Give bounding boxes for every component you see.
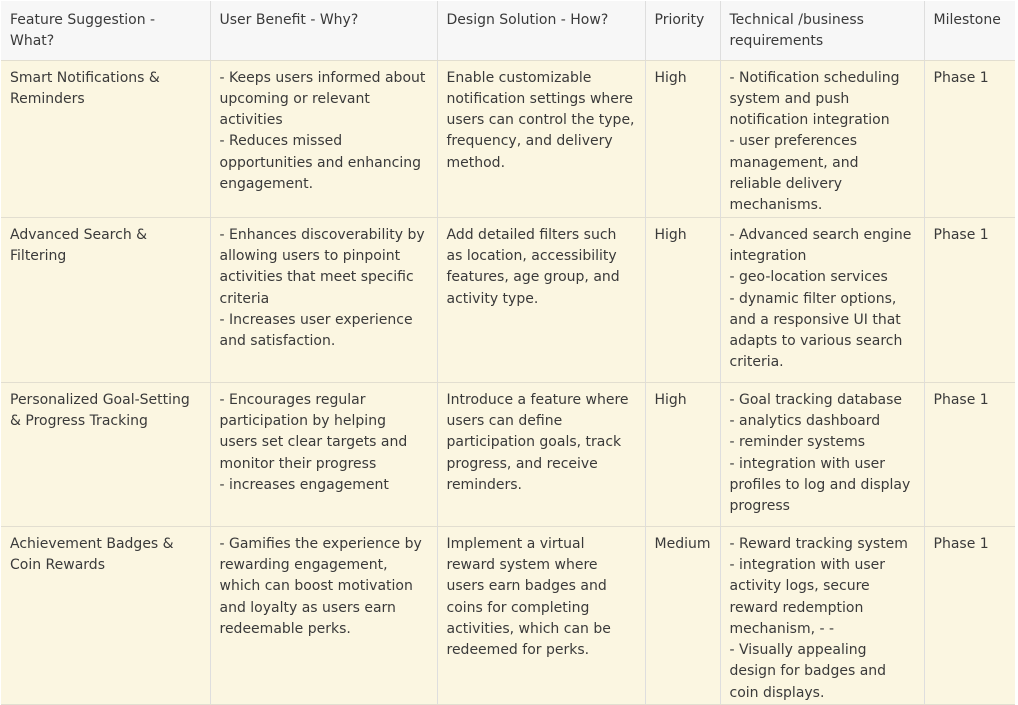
table-row <box>1 60 1015 217</box>
benefit-line: - Increases user experience and satisfaction. <box>219 311 418 350</box>
feature-cell: Advanced Search & Filtering <box>1 217 210 382</box>
requirement-line: - geo-location services <box>729 269 888 286</box>
requirement-line: - Visually appealing design for badges and coin displays. <box>729 642 891 701</box>
requirement-line: - Reward tracking system <box>729 535 908 552</box>
priority-cell: High <box>645 217 720 382</box>
milestone-cell: Phase 1 <box>924 217 1015 382</box>
design-cell: Introduce a feature where users can define participation goals, track progress, and receive reminders. <box>437 382 645 526</box>
requirement-line: - analytics dashboard <box>729 412 881 429</box>
feature-cell: Achievement Badges & Coin Rewards <box>1 526 210 704</box>
benefit-cell <box>210 382 437 526</box>
priority-cell: Medium <box>645 526 720 704</box>
requirement-line: - Notification scheduling system and push notification integration <box>729 69 905 129</box>
priority-cell: High <box>645 60 720 217</box>
feature-cell: Personalized Goal-Setting & Progress Tracking <box>1 382 210 526</box>
benefit-cell <box>210 60 437 217</box>
requirement-line: - Advanced search engine integration <box>729 226 916 264</box>
requirement-line: - integration with user activity logs, secure reward redemption mechanism, - - <box>729 556 890 637</box>
milestone-cell: Phase 1 <box>924 382 1015 526</box>
benefit-line: - Gamifies the experience by rewarding engagement, which can boost motivation and loyalty as users earn redeemable perks. <box>219 535 427 637</box>
benefit-line: - Reduces missed opportunities and enhancing engagement. <box>219 133 426 193</box>
header-priority: Priority <box>645 1 720 60</box>
requirements-cell <box>720 382 924 526</box>
table-row <box>1 217 1015 382</box>
benefit-cell <box>210 217 437 382</box>
design-cell: Enable customizable notification settings where users can control the type, frequency, and delivery method. <box>437 60 645 217</box>
table-header-row <box>1 1 1015 60</box>
requirement-line: - integration with user profiles to log and display progress <box>729 455 915 515</box>
header-feature: Feature Suggestion - What? <box>1 1 210 60</box>
feature-table <box>1 1 1015 705</box>
design-cell: Implement a virtual reward system where users earn badges and coins for completing activities, which can be redeemed for perks. <box>437 526 645 704</box>
benefit-line: - Enhances discoverability by allowing users to pinpoint activities that meet specific criteria <box>219 226 430 307</box>
requirements-cell <box>720 60 924 217</box>
benefit-line: - Encourages regular participation by helping users set clear targets and monitor their progress <box>219 391 412 472</box>
benefit-line: - increases engagement <box>219 476 389 493</box>
benefit-line: - Keeps users informed about upcoming or relevant activities <box>219 69 430 129</box>
header-benefit: User Benefit - Why? <box>210 1 437 60</box>
milestone-cell: Phase 1 <box>924 526 1015 704</box>
priority-cell: High <box>645 382 720 526</box>
header-requirements: Technical /business requirements <box>720 1 924 60</box>
requirement-line: - Goal tracking database <box>729 391 902 408</box>
requirements-cell <box>720 217 924 382</box>
header-design: Design Solution - How? <box>437 1 645 60</box>
requirement-line: - user preferences management, and reliable delivery mechanisms. <box>729 133 863 214</box>
requirement-line: - dynamic filter options, and a responsive UI that adapts to various search criteria. <box>729 290 907 371</box>
feature-cell: Smart Notifications & Reminders <box>1 60 210 217</box>
header-milestone: Milestone <box>924 1 1015 60</box>
design-cell: Add detailed filters such as location, accessibility features, age group, and activity type. <box>437 217 645 382</box>
milestone-cell: Phase 1 <box>924 60 1015 217</box>
requirement-line: - reminder systems <box>729 434 866 451</box>
table-row <box>1 382 1015 526</box>
